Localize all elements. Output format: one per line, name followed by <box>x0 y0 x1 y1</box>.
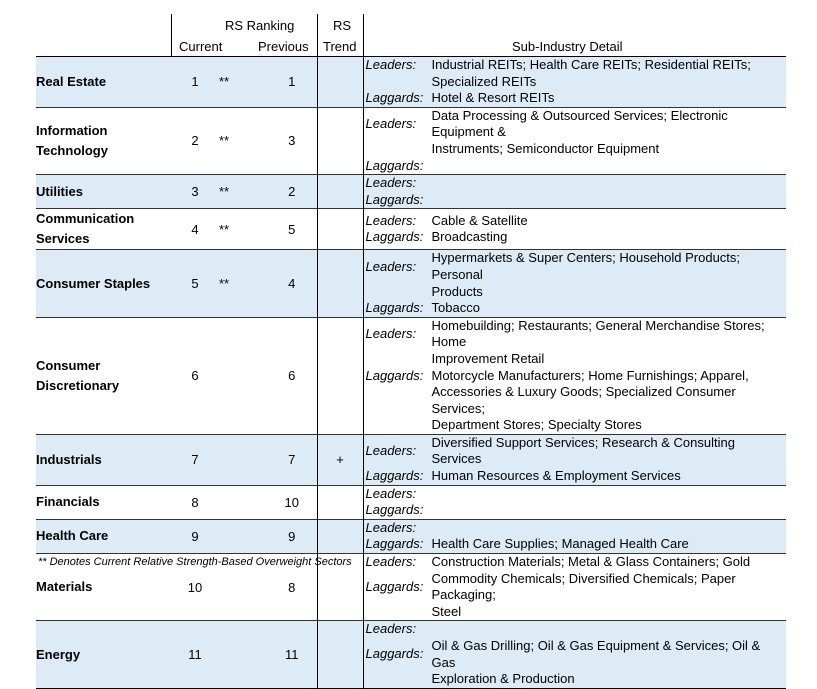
detail-lines <box>364 520 787 553</box>
leaders-line <box>364 520 787 537</box>
laggards-text: Health Care Supplies; Managed Health Care <box>432 536 787 553</box>
header-sub-industry: Sub-Industry Detail <box>512 39 623 54</box>
rs-trend <box>317 519 363 553</box>
laggards-label: Laggards: <box>364 536 432 553</box>
sub-industry-detail <box>363 434 786 485</box>
laggards-text: Hotel & Resort REITs <box>432 90 787 107</box>
current-rank: 3 <box>171 175 219 209</box>
laggards-text: Commodity Chemicals; Diversified Chemicals; Paper Packaging; <box>431 570 736 603</box>
leaders-label: Leaders: <box>364 621 432 638</box>
laggards-line <box>364 229 787 246</box>
sector-name: Materials <box>36 579 93 595</box>
previous-rank: 4 <box>267 250 317 317</box>
leaders-text: Homebuilding; Restaurants; General Merchandise Stores; Home <box>431 317 765 350</box>
leaders-line <box>364 351 787 368</box>
leaders-label <box>364 74 432 91</box>
sub-industry-detail <box>363 621 786 688</box>
current-rank: 6 <box>191 368 199 384</box>
laggards-label: Laggards: <box>365 367 424 383</box>
sector-name: Real Estate <box>36 57 171 108</box>
leaders-label: Leaders: <box>364 520 432 537</box>
table-row <box>36 175 786 209</box>
previous-rank: 2 <box>267 175 317 209</box>
laggards-label: Laggards: <box>365 157 424 173</box>
previous-rank: 6 <box>288 368 296 384</box>
overweight-marker <box>219 519 267 553</box>
laggards-label: Laggards: <box>364 300 432 317</box>
table-row <box>36 621 786 688</box>
leaders-label: Leaders: <box>364 175 432 192</box>
previous-rank: 5 <box>288 221 296 237</box>
previous-rank: 11 <box>267 621 317 688</box>
laggards-label: Laggards: <box>365 229 424 245</box>
sector-name: Health Care <box>36 519 171 553</box>
leaders-text <box>432 621 787 638</box>
detail-lines <box>364 318 787 434</box>
sub-industry-detail <box>363 317 786 434</box>
sub-industry-detail <box>363 485 786 519</box>
rs-trend <box>317 250 363 317</box>
sub-industry-detail <box>363 107 786 174</box>
leaders-label: Leaders: <box>365 116 417 132</box>
leaders-text: Cable & Satellite <box>431 212 528 228</box>
leaders-text: Hypermarkets & Super Centers; Household Products; Personal <box>432 250 787 283</box>
table-row <box>36 209 786 250</box>
sub-industry-detail <box>363 175 786 209</box>
laggards-line <box>364 90 787 107</box>
leaders-label <box>364 351 432 368</box>
leaders-line <box>364 621 787 638</box>
detail-lines <box>364 250 787 316</box>
sector-name: Consumer Staples <box>36 250 171 317</box>
leaders-label: Leaders: <box>364 250 432 283</box>
laggards-label: Laggards: <box>364 90 432 107</box>
current-rank: 1 <box>171 57 219 108</box>
header-rs-ranking: RS Ranking <box>225 18 295 33</box>
rs-trend <box>317 317 363 434</box>
laggards-text: Exploration & Production <box>432 671 787 688</box>
leaders-line <box>364 486 787 503</box>
laggards-text <box>432 158 787 175</box>
sector-name: Communication Services <box>36 211 135 247</box>
leaders-label: Leaders: <box>365 326 417 342</box>
leaders-label: Leaders: <box>365 554 417 570</box>
detail-lines <box>364 554 787 620</box>
laggards-text: Department Stores; Specialty Stores <box>431 417 642 433</box>
overweight-marker: ** <box>219 133 230 149</box>
table-row <box>36 250 786 317</box>
laggards-line <box>364 417 787 434</box>
laggards-text: Motorcycle Manufacturers; Home Furnishings; Apparel, <box>431 367 749 383</box>
laggards-label: Laggards: <box>364 192 432 209</box>
laggards-text: Tobacco <box>432 300 787 317</box>
rs-trend <box>317 175 363 209</box>
detail-lines <box>364 435 787 485</box>
laggards-line <box>364 671 787 688</box>
laggards-line <box>364 638 787 671</box>
previous-rank: 1 <box>267 57 317 108</box>
laggards-line <box>364 368 787 385</box>
leaders-text: Specialized REITs <box>432 74 787 91</box>
table-row <box>36 107 786 174</box>
current-rank: 8 <box>191 494 199 510</box>
leaders-label: Leaders: <box>365 212 417 228</box>
leaders-text: Improvement Retail <box>431 350 545 366</box>
laggards-text: Accessories & Luxury Goods; Specialized Consumer Services; <box>431 384 736 416</box>
leaders-label: Leaders: <box>365 485 417 501</box>
table-row <box>36 317 786 434</box>
laggards-line <box>364 384 787 417</box>
laggards-label: Laggards: <box>365 578 424 594</box>
leaders-label: Leaders: <box>364 435 432 468</box>
leaders-line <box>364 318 787 351</box>
table-row <box>36 485 786 519</box>
rs-trend <box>317 621 363 688</box>
overweight-marker <box>219 434 267 485</box>
laggards-line <box>364 158 787 175</box>
leaders-line <box>364 74 787 91</box>
previous-rank: 10 <box>284 494 299 510</box>
leaders-line <box>364 250 787 283</box>
laggards-line <box>364 502 787 519</box>
sector-name: Utilities <box>36 175 171 209</box>
previous-rank: 9 <box>267 519 317 553</box>
sector-table <box>36 56 786 689</box>
leaders-line <box>364 284 787 301</box>
footnote: ** Denotes Current Relative Strength-Based Overweight Sectors <box>38 556 352 568</box>
leaders-label: Leaders: <box>364 57 432 74</box>
laggards-label: Laggards: <box>364 468 432 485</box>
overweight-marker: ** <box>219 57 267 108</box>
laggards-label <box>364 604 432 621</box>
sub-industry-detail <box>363 554 786 621</box>
header-divider-mid <box>317 14 318 56</box>
leaders-line <box>364 108 787 141</box>
leaders-text: Diversified Support Services; Research & Consulting Services <box>432 435 787 468</box>
detail-lines <box>364 486 787 519</box>
leaders-text: Industrial REITs; Health Care REITs; Residential REITs; <box>432 57 787 74</box>
header-trend: Trend <box>323 39 357 54</box>
overweight-marker: ** <box>219 175 267 209</box>
laggards-text: Human Resources & Employment Services <box>432 468 787 485</box>
header-current: Current <box>179 39 223 54</box>
table-row <box>36 434 786 485</box>
header-divider-left <box>171 14 172 56</box>
laggards-line <box>364 300 787 317</box>
sub-industry-detail <box>363 519 786 553</box>
laggards-text: Oil & Gas Drilling; Oil & Gas Equipment & Services; Oil & Gas <box>432 638 787 671</box>
sector-name: Energy <box>36 621 171 688</box>
sub-industry-detail <box>363 250 786 317</box>
laggards-line <box>364 468 787 485</box>
laggards-label: Laggards: <box>365 502 424 518</box>
overweight-marker: ** <box>219 250 267 317</box>
header-rs: RS <box>333 18 352 33</box>
sector-name: Information Technology <box>36 122 108 158</box>
laggards-label <box>364 384 432 417</box>
current-rank: 5 <box>171 250 219 317</box>
sector-name: Industrials <box>36 434 171 485</box>
header-divider-right <box>363 14 364 56</box>
leaders-text: Instruments; Semiconductor Equipment <box>431 140 660 156</box>
laggards-text <box>432 192 787 209</box>
laggards-label: Laggards: <box>364 638 432 671</box>
current-rank: 10 <box>187 579 203 595</box>
leaders-text <box>432 486 787 503</box>
leaders-text: Data Processing & Outsourced Services; Electronic Equipment & <box>431 107 728 140</box>
sector-name: Consumer Discretionary <box>36 357 120 393</box>
previous-rank: 3 <box>288 133 296 149</box>
overweight-marker <box>219 621 267 688</box>
leaders-text: Construction Materials; Metal & Glass Containers; Gold <box>431 554 751 570</box>
detail-lines <box>364 621 787 687</box>
detail-lines <box>364 175 787 208</box>
overweight-marker <box>219 317 267 434</box>
rs-trend <box>317 57 363 108</box>
sub-industry-detail <box>363 209 786 250</box>
header-previous: Previous <box>258 39 309 54</box>
leaders-line <box>364 175 787 192</box>
leaders-line <box>364 435 787 468</box>
detail-lines <box>364 57 787 107</box>
current-rank: 2 <box>191 133 199 149</box>
leaders-text: Products <box>432 284 787 301</box>
sector-name: Financials <box>36 494 100 510</box>
previous-rank: 7 <box>267 434 317 485</box>
laggards-line <box>364 192 787 209</box>
laggards-line <box>364 571 787 604</box>
table-row <box>36 519 786 553</box>
rs-trend <box>317 107 363 174</box>
table-row <box>36 57 786 108</box>
leaders-label <box>364 284 432 301</box>
leaders-label <box>364 141 432 158</box>
laggards-text: Broadcasting <box>431 229 508 245</box>
laggards-line <box>364 604 787 621</box>
laggards-text: Steel <box>431 603 462 619</box>
rs-trend: + <box>317 434 363 485</box>
previous-rank: 8 <box>288 579 296 595</box>
current-rank: 4 <box>191 221 199 237</box>
overweight-marker <box>219 485 267 519</box>
detail-lines <box>364 108 787 174</box>
laggards-line <box>364 536 787 553</box>
leaders-line <box>364 57 787 74</box>
detail-lines <box>364 213 787 246</box>
leaders-line <box>364 554 787 571</box>
leaders-text <box>432 520 787 537</box>
rs-trend <box>317 485 363 519</box>
current-rank: 11 <box>171 621 219 688</box>
rs-trend <box>317 209 363 250</box>
leaders-line <box>364 213 787 230</box>
laggards-text <box>432 502 787 519</box>
current-rank: 7 <box>171 434 219 485</box>
laggards-label <box>364 417 432 434</box>
leaders-line <box>364 141 787 158</box>
laggards-label <box>364 671 432 688</box>
sub-industry-detail <box>363 57 786 108</box>
current-rank: 9 <box>171 519 219 553</box>
leaders-text <box>432 175 787 192</box>
overweight-marker: ** <box>219 221 230 237</box>
